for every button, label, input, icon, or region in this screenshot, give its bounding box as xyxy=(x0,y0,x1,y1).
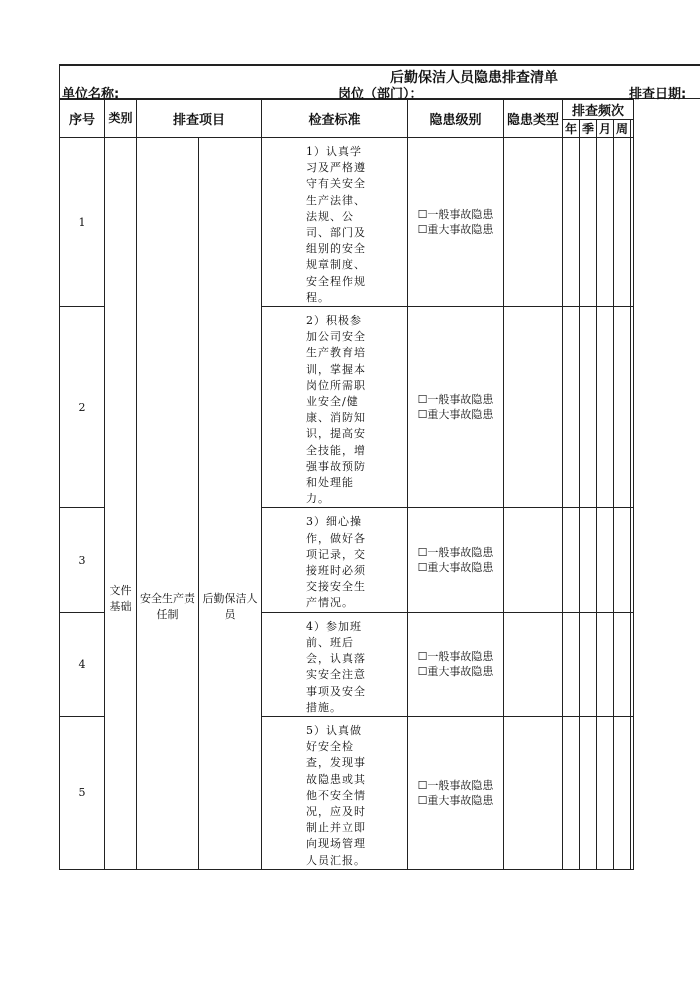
general-hazard-option[interactable]: ☐一般事故隐患 xyxy=(417,650,494,664)
subject-cell xyxy=(199,138,262,870)
freq-week-cell xyxy=(614,138,631,307)
header-frequency: 排查频次 xyxy=(563,100,634,120)
table-row xyxy=(60,138,634,307)
standard-cell xyxy=(262,612,408,716)
freq-week-cell xyxy=(614,716,631,869)
freq-extra-cell xyxy=(631,307,634,508)
header-freq-quarter: 季 xyxy=(580,120,597,138)
meta-row xyxy=(59,83,700,102)
standard-text: 1）认真学习及严格遵守有关安全生产法律、法规、公司、部门及组别的安全规章制度、安全程作规程。 xyxy=(306,145,366,304)
standard-text: 4）参加班前、班后会，认真落实安全注意事项及安全措施。 xyxy=(306,619,366,714)
header-standard: 检查标准 xyxy=(262,100,408,138)
freq-week-cell xyxy=(614,307,631,508)
freq-month-cell xyxy=(597,307,614,508)
freq-month-cell xyxy=(597,612,614,716)
header-level: 隐患级别 xyxy=(408,100,504,138)
check-date-label: 排查日期: xyxy=(629,87,687,102)
general-hazard-option[interactable]: ☐一般事故隐患 xyxy=(417,393,494,407)
major-hazard-option[interactable]: ☐重大事故隐患 xyxy=(417,408,494,422)
post-department-label: 岗位（部门）： xyxy=(338,87,423,102)
freq-week-cell xyxy=(614,508,631,612)
general-hazard-option[interactable]: ☐一般事故隐患 xyxy=(417,546,494,560)
subject-text: 后勤保洁人员 xyxy=(202,592,258,621)
type-cell xyxy=(504,138,563,307)
freq-extra-cell xyxy=(631,508,634,612)
standard-text: 3）细心操作，做好各项记录，交接班时必须交接安全生产情况。 xyxy=(306,515,366,610)
standard-cell xyxy=(262,138,408,307)
item-cell xyxy=(137,138,199,870)
general-hazard-option[interactable]: ☐一般事故隐患 xyxy=(417,778,494,792)
freq-year-cell xyxy=(563,138,580,307)
row-index: 1 xyxy=(60,138,105,307)
category-cell xyxy=(105,138,137,870)
freq-quarter-cell xyxy=(580,612,597,716)
level-cell xyxy=(408,307,504,508)
freq-quarter-cell xyxy=(580,307,597,508)
freq-year-cell xyxy=(563,716,580,869)
type-cell xyxy=(504,716,563,869)
freq-quarter-cell xyxy=(580,508,597,612)
standard-cell xyxy=(262,508,408,612)
freq-quarter-cell xyxy=(580,138,597,307)
freq-month-cell xyxy=(597,716,614,869)
level-cell xyxy=(408,612,504,716)
checklist-table xyxy=(59,99,634,870)
general-hazard-option[interactable]: ☐一般事故隐患 xyxy=(417,208,494,222)
major-hazard-option[interactable]: ☐重大事故隐患 xyxy=(417,223,494,237)
header-freq-week: 周 xyxy=(614,120,631,138)
standard-text: 5）认真做好安全检查，发现事故隐患或其他不安全情况，应及时制止并立即向现场管理人员汇报。 xyxy=(306,723,366,867)
page-title: 后勤保洁人员隐患排查清单 xyxy=(390,70,558,86)
level-cell xyxy=(408,138,504,307)
freq-extra-cell xyxy=(631,612,634,716)
header-category: 类别 xyxy=(105,100,137,138)
freq-quarter-cell xyxy=(580,716,597,869)
row-index: 2 xyxy=(60,307,105,508)
header-freq-month: 月 xyxy=(597,120,614,138)
major-hazard-option[interactable]: ☐重大事故隐患 xyxy=(417,793,494,807)
document-frame xyxy=(59,64,700,867)
header-freq-year: 年 xyxy=(563,120,580,138)
major-hazard-option[interactable]: ☐重大事故隐患 xyxy=(417,665,494,679)
freq-month-cell xyxy=(597,508,614,612)
category-text: 文件基础 xyxy=(109,584,132,613)
header-type: 隐患类型 xyxy=(504,100,563,138)
freq-month-cell xyxy=(597,138,614,307)
freq-week-cell xyxy=(614,612,631,716)
freq-year-cell xyxy=(563,307,580,508)
level-cell xyxy=(408,716,504,869)
type-cell xyxy=(504,508,563,612)
standard-cell xyxy=(262,716,408,869)
major-hazard-option[interactable]: ☐重大事故隐患 xyxy=(417,561,494,575)
header-item: 排查项目 xyxy=(137,100,262,138)
title-row xyxy=(59,64,700,86)
freq-year-cell xyxy=(563,612,580,716)
type-cell xyxy=(504,307,563,508)
header-index: 序号 xyxy=(60,100,105,138)
level-cell xyxy=(408,508,504,612)
freq-extra-cell xyxy=(631,138,634,307)
freq-year-cell xyxy=(563,508,580,612)
unit-name-label: 单位名称: xyxy=(62,87,120,102)
row-index: 4 xyxy=(60,612,105,716)
item-text: 安全生产责任制 xyxy=(140,592,195,621)
type-cell xyxy=(504,612,563,716)
row-index: 3 xyxy=(60,508,105,612)
freq-extra-cell xyxy=(631,716,634,869)
row-index: 5 xyxy=(60,716,105,869)
header-freq-extra xyxy=(631,120,634,138)
standard-text: 2）积极参加公司安全生产教育培训，掌握本岗位所需职业安全/健康、消防知识，提高安全技能，增强事故预防和处理能力。 xyxy=(306,314,366,506)
standard-cell xyxy=(262,307,408,508)
